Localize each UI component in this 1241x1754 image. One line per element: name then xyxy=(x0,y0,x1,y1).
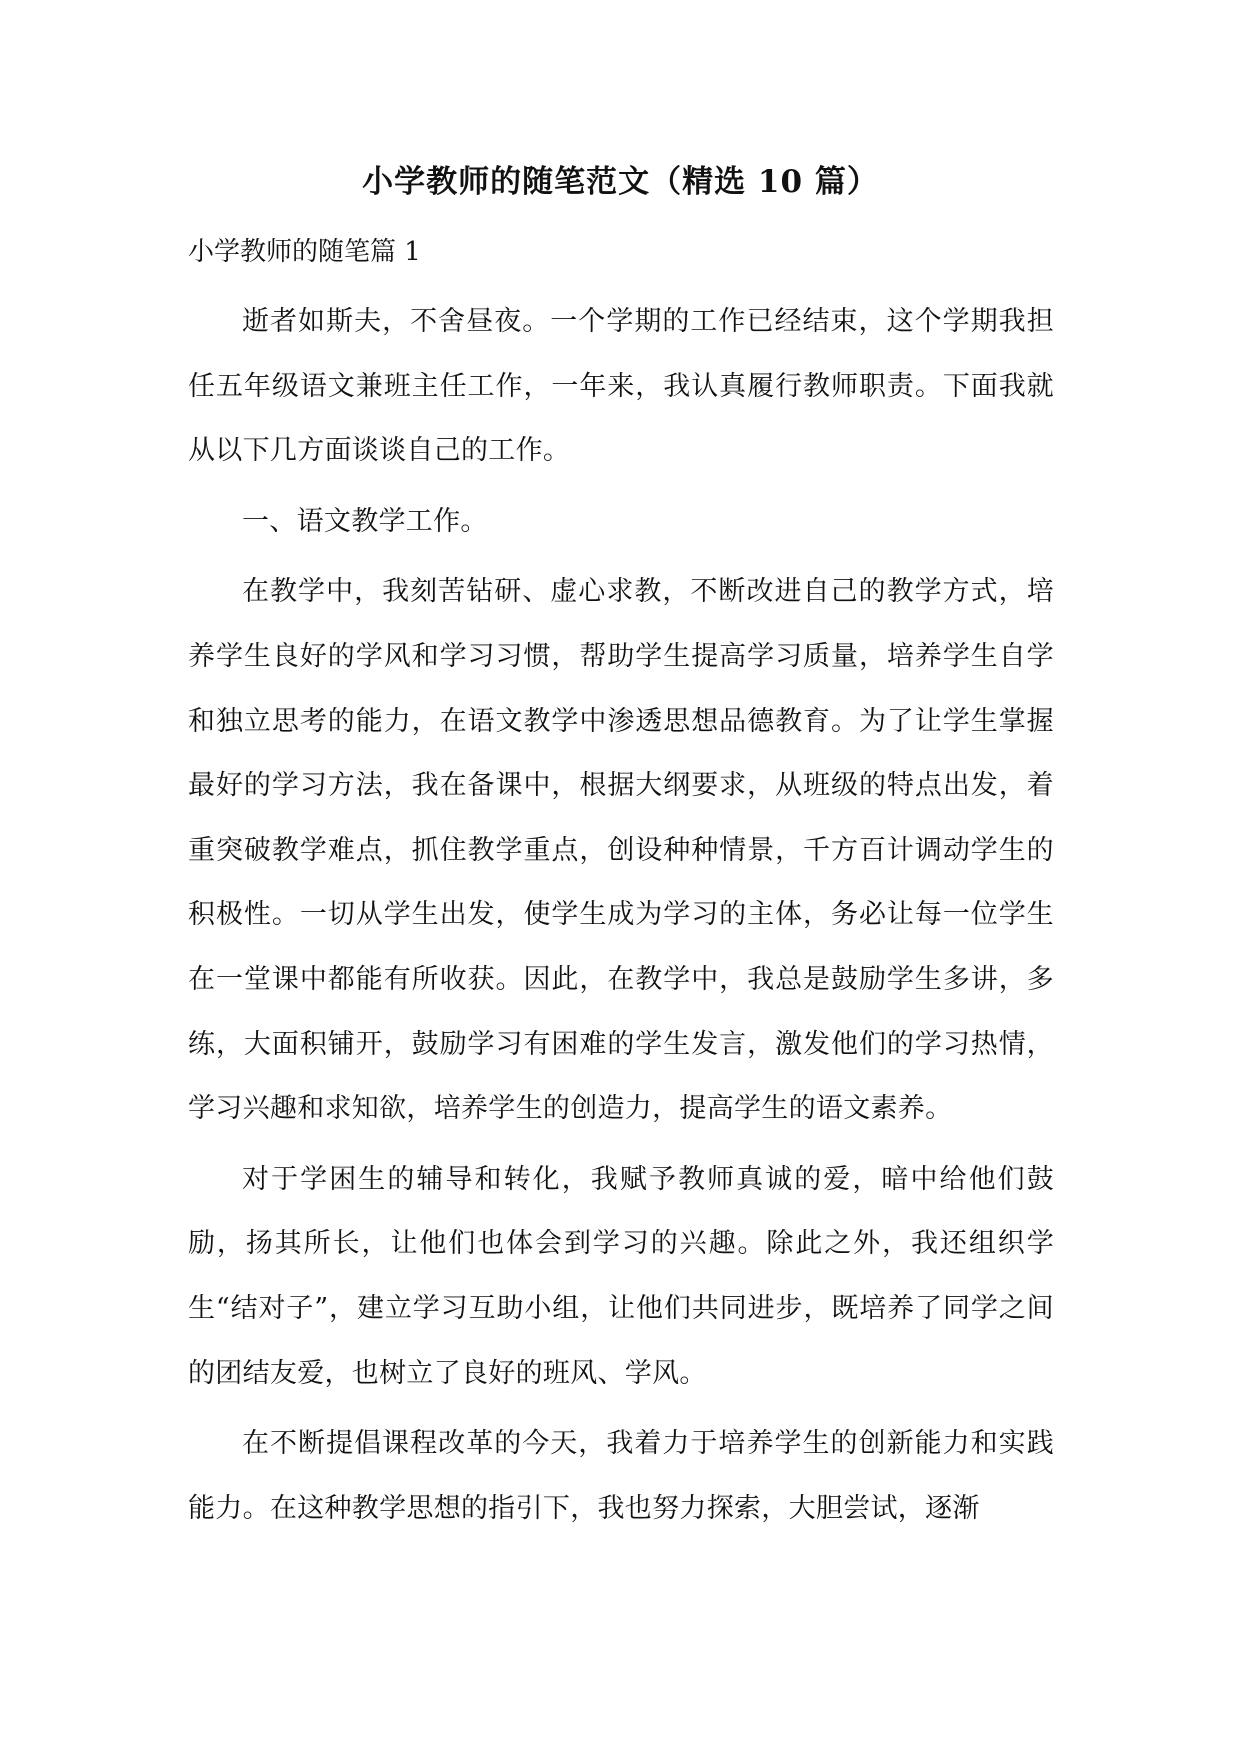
paragraph-intro: 逝者如斯夫，不舍昼夜。一个学期的工作已经结束，这个学期我担任五年级语文兼班主任工作，一年来，我认真履行教师职责。下面我就从以下几方面谈谈自己的工作。 xyxy=(188,306,1054,467)
page-title: 小学教师的随笔范文（精选 10 篇） xyxy=(362,164,879,200)
article-body xyxy=(188,290,1054,1547)
paragraph-heading-chinese-teaching: 一、语文教学工作。 xyxy=(242,505,488,537)
paragraph-curriculum-reform: 在不断提倡课程改革的今天，我着力于培养学生的创新能力和实践能力。在这种教学思想的指引下，我也努力探索，大胆尝试，逐渐 xyxy=(188,1428,1054,1524)
paragraph-teaching-methods: 在教学中，我刻苦钻研、虚心求教，不断改进自己的教学方式，培养学生良好的学风和学习习惯，帮助学生提高学习质量，培养学生自学和独立思考的能力，在语文教学中渗透思想品德教育。为了让学生掌握最好的学习方法，我在备课中，根据大纲要求，从班级的特点出发，着重突破教学难点，抓住教学重点，创设种种情景，千方百计调动学生的积极性。一切从学生出发，使学生成为学习的主体，务必让每一位学生在一堂课中都能有所收获。因此，在教学中，我总是鼓励学生多讲，多练，大面积铺开，鼓励学习有困难的学生发言，激发他们的学习热情，学习兴趣和求知欲，培养学生的创造力，提高学生的语文素养。 xyxy=(188,576,1054,1125)
paragraph-struggling-students: 对于学困生的辅导和转化，我赋予教师真诚的爱，暗中给他们鼓励，扬其所长，让他们也体会到学习的兴趣。除此之外，我还组织学生“结对子”，建立学习互助小组，让他们共同进步，既培养了同学之间的团结友爱，也树立了良好的班风、学风。 xyxy=(188,1163,1054,1389)
section-title: 小学教师的随笔篇 1 xyxy=(188,237,421,267)
